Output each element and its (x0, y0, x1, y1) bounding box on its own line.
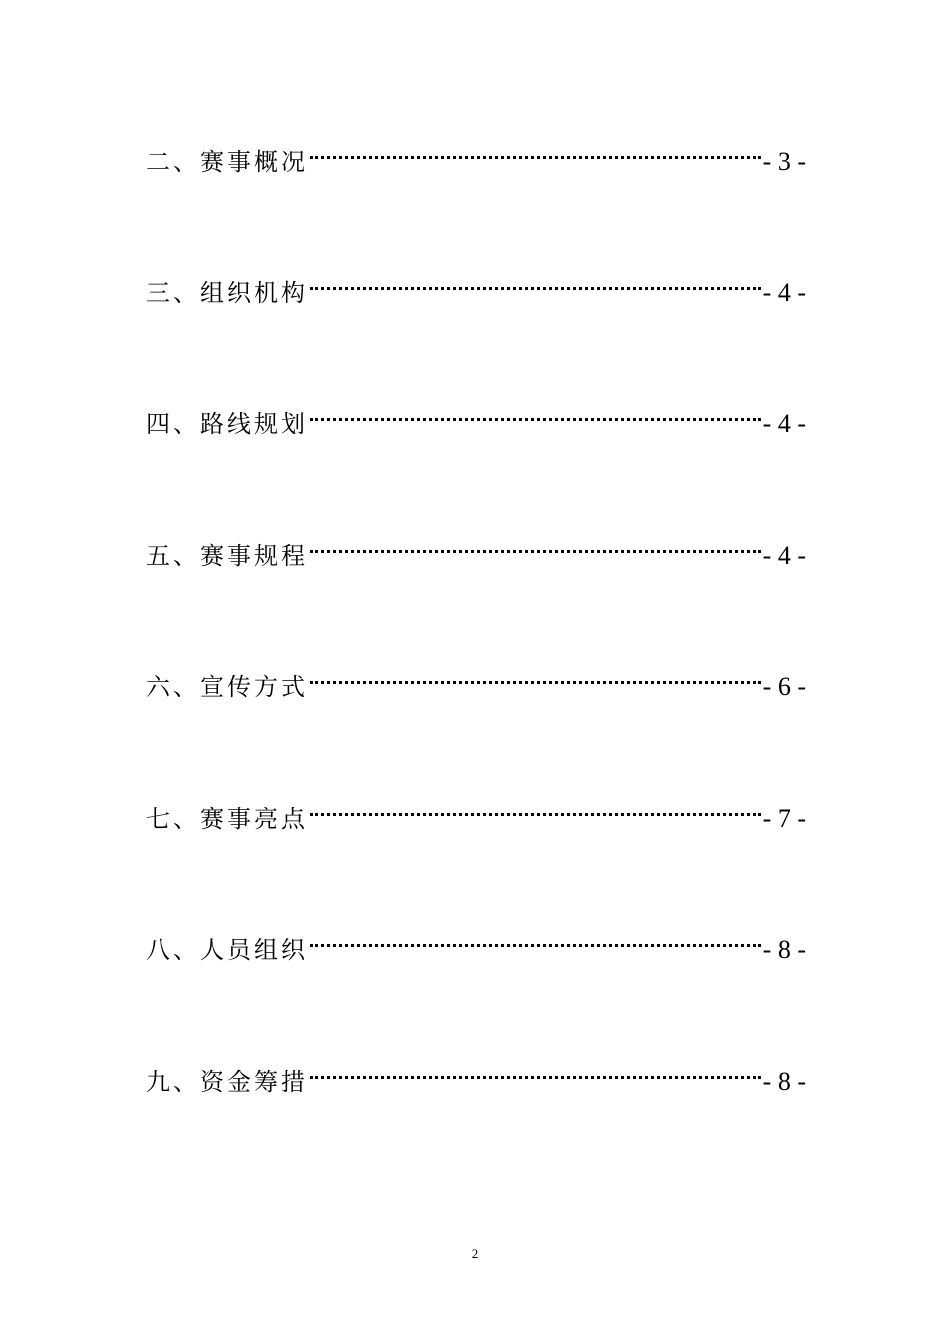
toc-entry-9[interactable] (146, 1050, 806, 1096)
toc-entry-page: - 3 - (762, 147, 806, 176)
toc-dot-leader (310, 655, 761, 695)
toc-entry-5[interactable] (146, 524, 806, 570)
table-of-contents (146, 0, 806, 1344)
toc-entry-title: 五、赛事规程 (146, 542, 308, 570)
toc-entry-2[interactable] (146, 130, 806, 176)
toc-entry-title: 四、路线规划 (146, 410, 308, 438)
toc-entry-title: 九、资金筹措 (146, 1068, 308, 1096)
toc-entry-3[interactable] (146, 261, 806, 307)
toc-entry-page: - 4 - (762, 278, 806, 307)
toc-dot-leader (310, 392, 761, 432)
toc-dot-leader (310, 1050, 761, 1090)
toc-entry-7[interactable] (146, 787, 806, 833)
toc-entry-page: - 4 - (762, 409, 806, 438)
toc-entry-title: 二、赛事概况 (146, 148, 308, 176)
toc-entry-page: - 8 - (762, 935, 806, 964)
toc-entry-page: - 6 - (762, 672, 806, 701)
page-footer-number: 2 (471, 1246, 479, 1261)
toc-entry-title: 三、组织机构 (146, 279, 308, 307)
toc-entry-title: 六、宣传方式 (146, 673, 308, 701)
toc-entry-4[interactable] (146, 392, 806, 438)
toc-entry-8[interactable] (146, 918, 806, 964)
toc-dot-leader (310, 918, 761, 958)
toc-dot-leader (310, 130, 761, 170)
toc-entry-page: - 7 - (762, 804, 806, 833)
toc-dot-leader (310, 261, 761, 301)
toc-dot-leader (310, 524, 761, 564)
toc-entry-page: - 4 - (762, 541, 806, 570)
toc-entry-page: - 8 - (762, 1067, 806, 1096)
toc-dot-leader (310, 787, 761, 827)
toc-entry-title: 八、人员组织 (146, 936, 308, 964)
toc-entry-6[interactable] (146, 655, 806, 701)
toc-entry-title: 七、赛事亮点 (146, 805, 308, 833)
